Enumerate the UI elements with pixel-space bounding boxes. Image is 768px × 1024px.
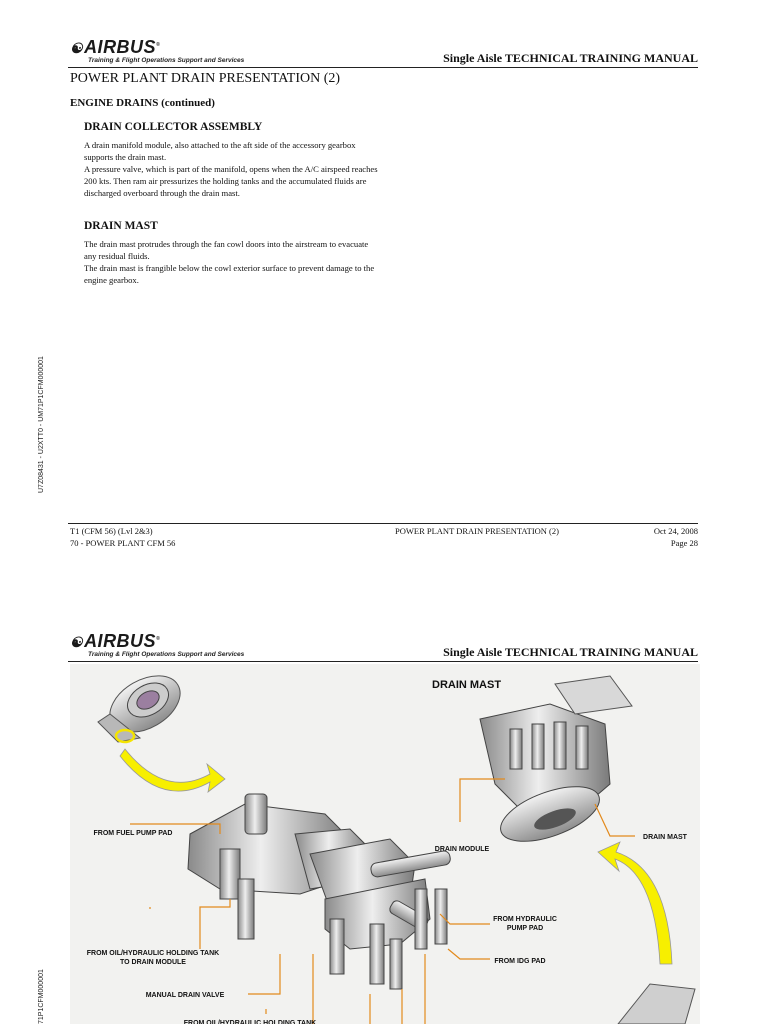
manual-title: Single Aisle TECHNICAL TRAINING MANUAL (443, 51, 698, 65)
paragraph: A pressure valve, which is part of the manifold, opens when the A/C airspeed reaches 200 kts. Then ram air pressurizes the holding tanks and the accumulated fluids are discharged overboard through the drain mast. (84, 164, 378, 198)
section-heading: ENGINE DRAINS (continued) (70, 97, 215, 109)
label-line: FROM OIL/HYDRAULIC HOLDING TANK (86, 950, 220, 957)
footer-date: Oct 24, 2008 (653, 526, 698, 536)
page-title: POWER PLANT DRAIN PRESENTATION (2) (70, 71, 341, 86)
label-drain-module: DRAIN MODULE (434, 846, 490, 853)
drain-diagram (70, 664, 700, 1024)
label-line: PUMP PAD (506, 925, 544, 932)
paragraph: The drain mast is frangible below the cowl exterior surface to prevent damage to the engine gearbox. (84, 263, 375, 285)
manual-title: Single Aisle TECHNICAL TRAINING MANUAL (443, 645, 698, 659)
subheading-drain-collector: DRAIN COLLECTOR ASSEMBLY (84, 121, 263, 133)
drain-system-figure (70, 664, 700, 1024)
label-oil-hydraulic-tank-lower: FROM OIL/HYDRAULIC HOLDING TANK (183, 1020, 317, 1024)
airbus-logo-wordmark: ☯AIRBUS® (70, 37, 161, 57)
label-fuel-pump-pad: FROM FUEL PUMP PAD (93, 830, 173, 837)
airbus-logo-tagline: Training & Flight Operations Support and Services (88, 651, 245, 658)
airbus-logo-tagline: Training & Flight Operations Support and Services (88, 57, 245, 64)
airbus-logo-wordmark: ☯AIRBUS® (70, 631, 161, 651)
airbus-logo (70, 37, 250, 67)
footer-rule (68, 523, 698, 524)
label-oil-hydraulic-tank (78, 949, 228, 967)
footer-chapter: 70 - POWER PLANT CFM 56 (70, 538, 176, 548)
header-rule (68, 67, 698, 68)
label-line: TO DRAIN MODULE (120, 959, 186, 966)
paragraph: The drain mast protrudes through the fan cowl doors into the airstream to evacuate any residual fluids. (84, 239, 369, 261)
drain-mast-text (84, 238, 379, 286)
label-hydraulic-pump-pad (490, 915, 560, 933)
footer-course: T1 (CFM 56) (Lvl 2&3) (70, 526, 153, 536)
label-manual-drain-valve: MANUAL DRAIN VALVE (145, 992, 225, 999)
arrow-top-icon (120, 749, 225, 792)
footer-page: Page 28 (670, 538, 698, 548)
figure-title-drain-mast: DRAIN MAST (432, 679, 502, 691)
label-line: FROM HYDRAULIC (493, 916, 557, 923)
drain-module-icon (480, 676, 632, 852)
drain-collector-text (84, 139, 379, 199)
airbus-logo (70, 631, 250, 661)
document-code: 71P1CFM000001 (38, 969, 45, 1024)
label-idg-pad: FROM IDG PAD (494, 958, 546, 965)
document-code: U7Z08431 - U2XTT0 - UM71P1CFM000001 (38, 356, 45, 493)
engine-inset-icon (98, 664, 190, 744)
footer-topic: POWER PLANT DRAIN PRESENTATION (2) (395, 526, 559, 536)
subheading-drain-mast: DRAIN MAST (84, 220, 158, 232)
paragraph: A drain manifold module, also attached to the aft side of the accessory gearbox supports the drain mast. (84, 140, 356, 162)
label-drain-mast: DRAIN MAST (643, 834, 687, 841)
header-rule (68, 661, 698, 662)
arrow-bottom-icon (598, 842, 672, 964)
